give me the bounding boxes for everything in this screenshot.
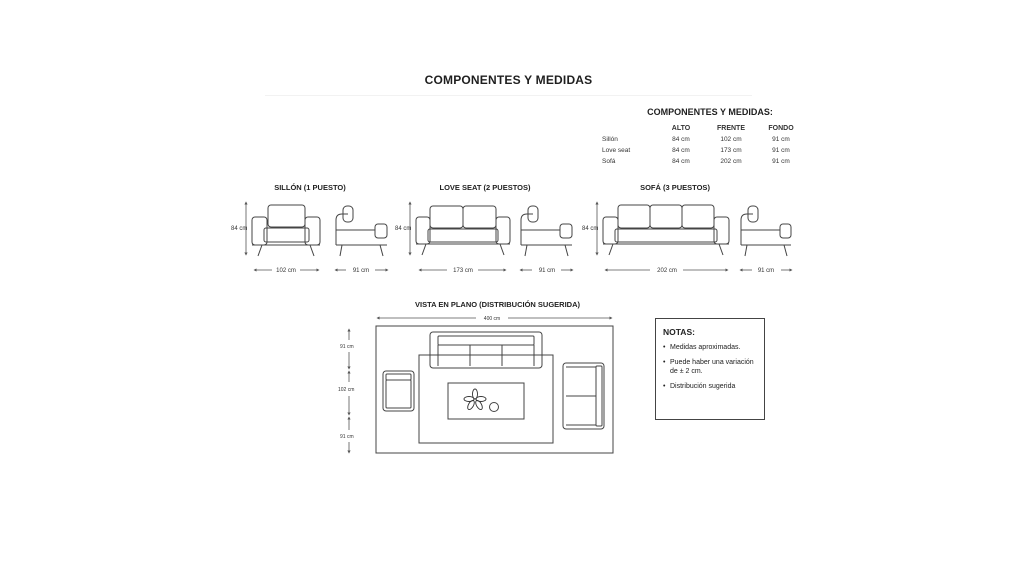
dim-depth-loveseat: 91 cm [538, 268, 556, 274]
specs-cell: 102 cm [720, 136, 742, 143]
list-item: • Puede haber una variación de ± 2 cm. [663, 358, 757, 376]
plan-sofa [430, 332, 542, 368]
dim-plan-width: 400 cm [483, 316, 501, 322]
dim-width-sofa: 202 cm [657, 268, 677, 274]
dim-depth-sillon: 91 cm [352, 268, 370, 274]
plan-coffee-table [448, 383, 524, 419]
dim-plan-side-bottom: 91 cm [340, 434, 354, 440]
plan-sillon [383, 371, 414, 411]
section-label-loveseat: LOVE SEAT (2 PUESTOS) [439, 183, 531, 192]
notes-box [655, 318, 765, 420]
dim-height-sillon: 84 cm [231, 226, 248, 232]
specs-cell: 84 cm [672, 136, 690, 143]
sillon-side-drawing [336, 206, 387, 256]
list-item: • Medidas aproximadas. [663, 343, 757, 352]
specs-cell: Sofá [602, 158, 616, 165]
specs-cell: 202 cm [720, 158, 742, 165]
list-item: • Distribución sugerida [663, 382, 757, 391]
section-label-sofa: SOFÁ (3 PUESTOS) [640, 183, 710, 192]
dim-height-loveseat: 84 cm [395, 226, 412, 232]
sillon-front-drawing [252, 205, 320, 256]
specs-header-alto: ALTO [671, 125, 691, 132]
specs-cell: 84 cm [672, 158, 690, 165]
specs-title: COMPONENTES Y MEDIDAS: [647, 107, 773, 117]
dim-width-loveseat: 173 cm [453, 268, 473, 274]
sofa-side-drawing [741, 206, 791, 256]
specs-cell: 91 cm [772, 158, 790, 165]
notes-title: NOTAS: [663, 327, 695, 337]
plan-table-circle [490, 403, 499, 412]
loveseat-side-drawing [521, 206, 572, 256]
specs-cell: Love seat [602, 147, 631, 154]
plan-flower-decor [464, 389, 486, 411]
dim-plan-side-mid: 102 cm [338, 387, 355, 393]
specs-header-frente: FRENTE [717, 125, 745, 132]
specs-cell: 173 cm [720, 147, 742, 154]
specs-cell: 91 cm [772, 147, 790, 154]
dim-depth-sofa: 91 cm [757, 268, 775, 274]
specs-cell: 84 cm [672, 147, 690, 154]
page-title: COMPONENTES Y MEDIDAS [424, 73, 593, 87]
specs-cell: Sillón [602, 136, 618, 143]
dim-height-sofa: 84 cm [582, 226, 599, 232]
plan-view-drawing [376, 326, 613, 453]
specs-cell: 91 cm [772, 136, 790, 143]
notes-list [663, 343, 757, 391]
dim-width-sillon: 102 cm [276, 268, 296, 274]
section-label-plan: VISTA EN PLANO (DISTRIBUCIÓN SUGERIDA) [414, 300, 580, 309]
specs-header-fondo: FONDO [768, 125, 794, 132]
elevation-dimension-lines [246, 203, 791, 270]
plan-dimension-lines [349, 318, 611, 452]
loveseat-front-drawing [416, 206, 510, 255]
section-label-sillon: SILLÓN (1 PUESTO) [274, 183, 346, 192]
dim-plan-side-top: 91 cm [340, 344, 354, 350]
sofa-front-drawing [603, 205, 729, 255]
